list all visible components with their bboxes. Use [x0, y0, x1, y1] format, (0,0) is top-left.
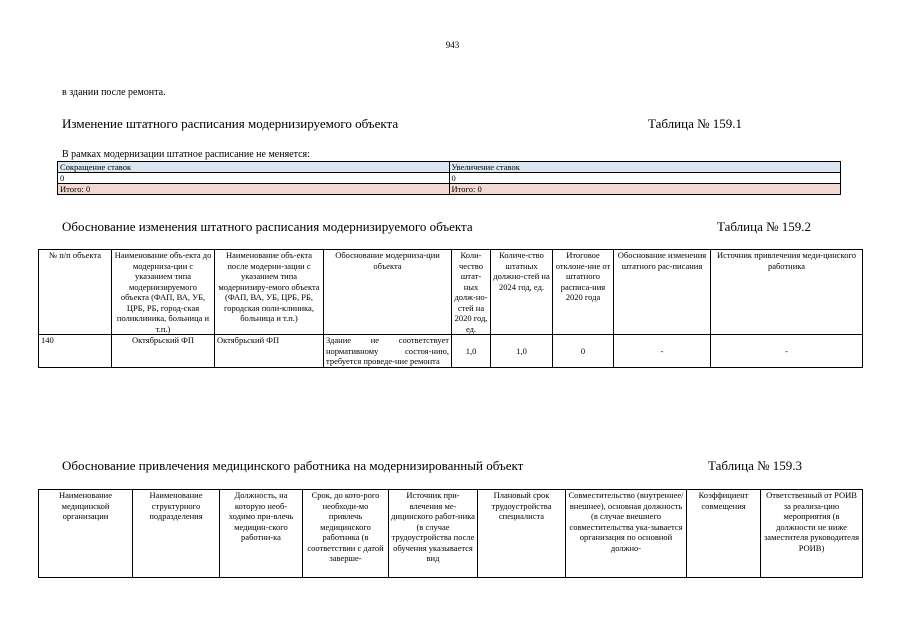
table-row — [58, 173, 841, 184]
header-cell: Обоснование изменения штатного рас-писания — [614, 250, 711, 335]
header-cell: Наименование медицинской организации — [39, 490, 133, 578]
header-cell: Итоговое отклоне-ние от штатного расписа-ния 2020 года — [553, 250, 614, 335]
section1-table-number: Таблица № 159.1 — [648, 116, 743, 131]
header-cell: № п/п объекта — [39, 250, 112, 335]
name-before: Октябрьский ФП — [112, 335, 215, 368]
name-after: Октябрьский ФП — [215, 335, 324, 368]
header-cell: Источник при-влечения ме-дицинского работ-ника (в случае трудоустройства после обучения указывается вид — [389, 490, 478, 578]
header-cell: Наименование объ-екта после модерни-зации с указанием типа модернизиру-емого объекта (ФАП, ВА, УБ, ЦРБ, РБ, городская поли-клиника, больница и т.п.) — [215, 250, 324, 335]
section3-table-number: Таблица № 159.3 — [708, 458, 803, 473]
header-cell: Обоснование модерниза-ции объекта — [324, 250, 452, 335]
table-header-row — [58, 162, 841, 173]
staffing-justification-table — [38, 249, 863, 368]
page-number: 943 — [445, 40, 460, 50]
header-cell: Наименование объ-екта до модерниза-ции с указанием типа модернизируемого объекта (ФАП, ВА, УБ, ЦРБ, РБ, город-ская поликлиника, больница и т.п.) — [112, 250, 215, 335]
header-cell: Должность, на которую необ-ходимо при-влечь медицин-ского работни-ка — [220, 490, 303, 578]
header-cell: Ответственный от РОИВ за реализа-цию мероприятия (в должности не ниже заместителя руководителя РОИВ) — [761, 490, 863, 578]
table-row — [39, 335, 863, 368]
header-cell: Количе-ство штатных должно-стей на 2024 год, ед. — [491, 250, 553, 335]
reduction-total: Итого: 0 — [58, 184, 450, 195]
header-cell: Срок, до кото-рого необходи-мо привлечь медицинского работника (в соответствии с датой заверше- — [303, 490, 389, 578]
total-row — [58, 184, 841, 195]
section2-heading: Обоснование изменения штатного расписания модернизируемого объекта — [62, 219, 473, 234]
header-cell: Коли-чество штат-ных долж-но-стей на 2020 год, ед. — [452, 250, 491, 335]
worker-recruitment-table — [38, 489, 863, 578]
header-cell: Коэффициент совмещения — [687, 490, 761, 578]
table-header-row — [39, 250, 863, 335]
reduction-header: Сокращение ставок — [58, 162, 450, 173]
header-cell: Источник привлечения меди-цинского работника — [711, 250, 863, 335]
staffing-change-table — [57, 161, 841, 195]
header-cell: Плановый срок трудоустройства специалиста — [478, 490, 566, 578]
section3-heading: Обоснование привлечения медицинского работника на модернизированный объект — [62, 458, 524, 473]
staff-2020: 1,0 — [452, 335, 491, 368]
staff-2024: 1,0 — [491, 335, 553, 368]
header-cell: Совместительство (внутреннее/внешнее), основная должность (в случае внешнего совместительства ука-зывается организация по основной должно- — [566, 490, 687, 578]
increase-total: Итого: 0 — [449, 184, 841, 195]
change-justification: - — [614, 335, 711, 368]
increase-value: 0 — [449, 173, 841, 184]
section2-table-number: Таблица № 159.2 — [717, 219, 812, 234]
object-number: 140 — [39, 335, 112, 368]
deviation: 0 — [553, 335, 614, 368]
modernization-reason: Здание не соответствует нормативному состоя-нию, требуется проведе-ние ремонта — [324, 335, 452, 368]
header-cell: Наименование структурного подразделения — [133, 490, 220, 578]
increase-header: Увеличение ставок — [449, 162, 841, 173]
reduction-value: 0 — [58, 173, 450, 184]
section1-heading: Изменение штатного расписания модернизируемого объекта — [62, 116, 399, 131]
worker-source: - — [711, 335, 863, 368]
intro-line: в здании после ремонта. — [62, 87, 166, 98]
table-header-row — [39, 490, 863, 578]
section1-note: В рамках модернизации штатное расписание не меняется: — [62, 149, 310, 160]
